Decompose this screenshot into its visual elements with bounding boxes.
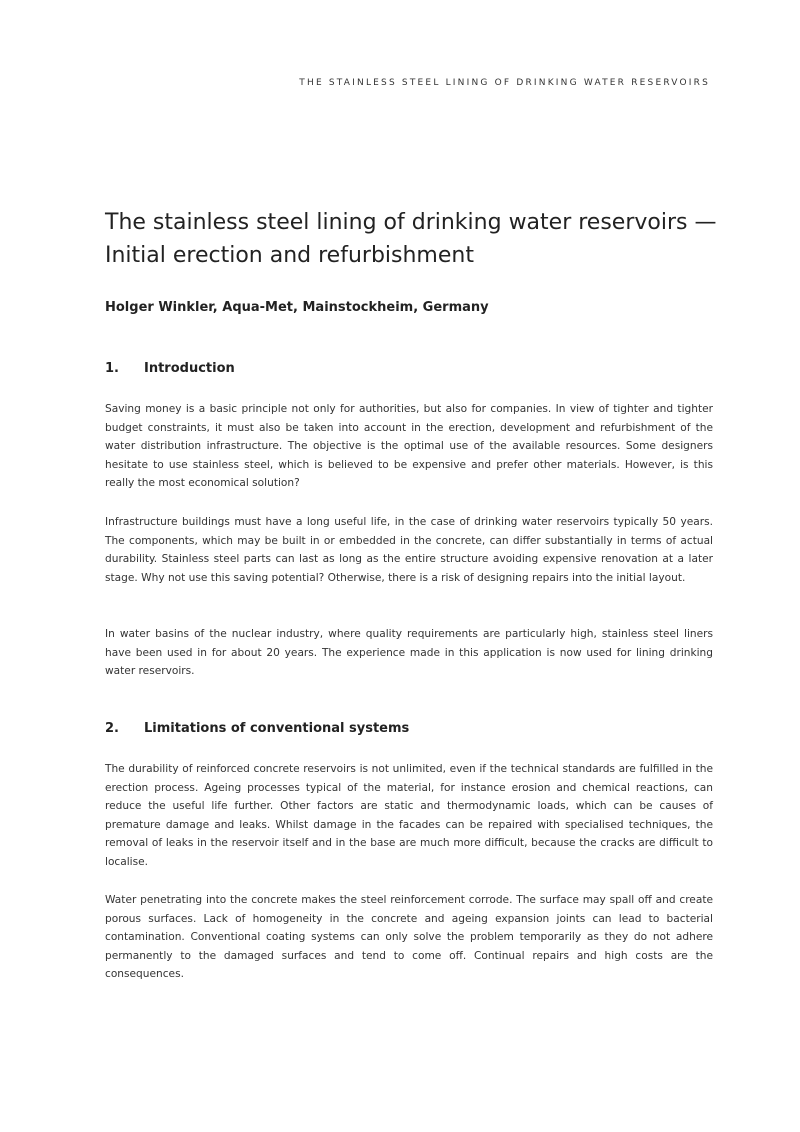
section-number: 1.	[105, 361, 119, 376]
paragraph: Water penetrating into the concrete makes the steel reinforcement corrode. The surface may spall off and create porous surfaces. Lack of homogeneity in the concrete and ageing expansion joints can lead to bacterial contamination. Conventional coating systems can only solve the problem temporarily as they do not adhere permanently to the damaged surfaces and tend to come off. Continual repairs and high costs are the consequences.	[105, 894, 713, 980]
paragraph: Infrastructure buildings must have a long useful life, in the case of drinking water reservoirs typically 50 years. The components, which may be built in or embedded in the concrete, can differ substantially in terms of actual durability. Stainless steel parts can last as long as the entire structure avoiding expensive renovation at a later stage. Why not use this saving potential? Otherwise, there is a risk of designing repairs into the initial layout.	[105, 516, 713, 584]
document-title: The stainless steel lining of drinking water reservoirs — Initial erection and refurbishment	[105, 210, 717, 268]
paragraph: Saving money is a basic principle not only for authorities, but also for companies. In view of tighter and tighter budget constraints, it must also be taken into account in the erection, development and refurbishment of the water distribution infrastructure. The objective is the optimal use of the available resources. Some designers hesitate to use stainless steel, which is believed to be expensive and prefer other materials. However, is this really the most economical solution?	[105, 403, 713, 489]
section-title: Limitations of conventional systems	[144, 721, 410, 736]
section-title: Introduction	[144, 361, 235, 376]
section-heading-limitations	[105, 721, 409, 736]
running-header: THE STAINLESS STEEL LINING OF DRINKING WATER RESERVOIRS	[299, 78, 710, 88]
paragraph: The durability of reinforced concrete reservoirs is not unlimited, even if the technical standards are fulfilled in the erection process. Ageing processes typical of the material, for instance erosion and chemical reactions, can reduce the useful life further. Other factors are static and thermodynamic loads, which can be causes of premature damage and leaks. Whilst damage in the facades can be repaired with specialised techniques, the removal of leaks in the reservoir itself and in the base are much more difficult, because the cracks are difficult to localise.	[105, 763, 713, 868]
section-heading-introduction	[105, 361, 235, 376]
author-line: Holger Winkler, Aqua-Met, Mainstockheim, Germany	[105, 300, 489, 315]
section-number: 2.	[105, 721, 119, 736]
paragraph: In water basins of the nuclear industry, where quality requirements are particularly high, stainless steel liners have been used in for about 20 years. The experience made in this application is now used for lining drinking water reservoirs.	[105, 628, 713, 677]
